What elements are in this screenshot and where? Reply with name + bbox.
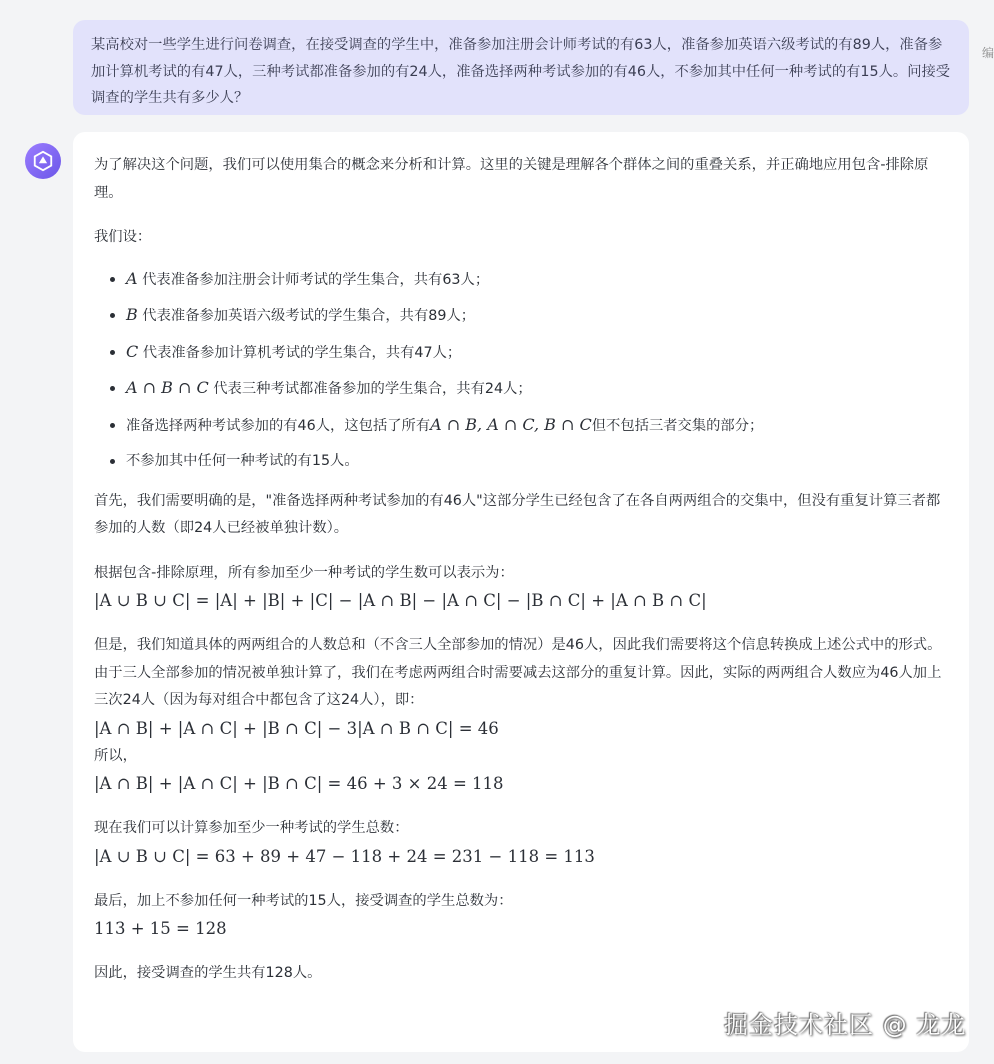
let-paragraph: 我们设： bbox=[94, 229, 152, 245]
intro-paragraph: 为了解决这个问题，我们可以使用集合的概念来分析和计算。这里的关键是理解各个群体之间的重叠关系，并正确地应用包含-排除原理。 bbox=[94, 157, 929, 201]
list-item: 准备选择两种考试参加的有46人，这包括了所有A ∩ B, A ∩ C, B ∩ C但不包括三者交集的部分； bbox=[94, 407, 949, 444]
user-message-text: 某高校对一些学生进行问卷调查，在接受调查的学生中，准备参加注册会计师考试的有63人，准备参加英语六级考试的有89人，准备参加计算机考试的有47人，三种考试都准备参加的有24人，准备选择两种考试参加的有46人，不参加其中任何一种考试的有15人。问接受调查的学生共有多少人？ bbox=[91, 37, 951, 106]
formula-union-total: |A ∪ B ∪ C| = 63 + 89 + 47 − 118 + 24 = 231 − 118 = 113 bbox=[94, 846, 595, 866]
formula-inclusion-exclusion: |A ∪ B ∪ C| = |A| + |B| + |C| − |A ∩ B| − |A ∩ C| − |B ∩ C| + |A ∩ B ∩ C| bbox=[94, 591, 707, 610]
formula-final: 113 + 15 = 128 bbox=[94, 919, 227, 938]
now-paragraph: 现在我们可以计算参加至少一种考试的学生总数： bbox=[94, 820, 409, 836]
edit-icon[interactable]: 编 bbox=[982, 46, 994, 60]
definition-list bbox=[94, 261, 949, 480]
list-item: A ∩ B ∩ C 代表三种考试都准备参加的学生集合，共有24人； bbox=[94, 370, 949, 407]
formula-pairwise-sum: |A ∩ B| + |A ∩ C| + |B ∩ C| = 46 + 3 × 24 = 118 bbox=[94, 774, 504, 793]
finally-paragraph: 最后，加上不参加任何一种考试的15人，接受调查的学生总数为： bbox=[94, 892, 513, 909]
watermark: 掘金技术社区 @ 龙龙 bbox=[724, 1011, 967, 1039]
but-paragraph: 但是，我们知道具体的两两组合的人数总和（不含三人全部参加的情况）是46人，因此我们需要将这个信息转换成上述公式中的形式。由于三人全部参加的情况被单独计算了，我们在考虑两两组合时需要减去这部分的重复计算。因此，实际的两两组合人数应为46人加上三次24人（因为每对组合中都包含了这24人），即： bbox=[94, 637, 942, 708]
formula-pairwise: |A ∩ B| + |A ∩ C| + |B ∩ C| − 3|A ∩ B ∩ C| = 46 bbox=[94, 718, 499, 738]
user-message bbox=[73, 20, 969, 115]
assistant-message bbox=[73, 132, 969, 1052]
conclusion-paragraph: 因此，接受调查的学生共有128人。 bbox=[94, 965, 322, 981]
first-paragraph: 首先，我们需要明确的是，"准备选择两种考试参加的有46人"这部分学生已经包含了在各自两两组合的交集中，但没有重复计算三者都参加的人数（即24人已经被单独计数）。 bbox=[94, 492, 941, 536]
ie-intro-paragraph: 根据包含-排除原理，所有参加至少一种考试的学生数可以表示为： bbox=[94, 564, 514, 581]
assistant-avatar bbox=[25, 143, 61, 179]
list-item: 不参加其中任何一种考试的有15人。 bbox=[94, 443, 949, 480]
list-item: A 代表准备参加注册会计师考试的学生集合，共有63人； bbox=[94, 261, 949, 298]
list-item: C 代表准备参加计算机考试的学生集合，共有47人； bbox=[94, 334, 949, 371]
assistant-logo-icon bbox=[32, 150, 54, 172]
so-text: 所以， bbox=[94, 747, 137, 764]
list-item: B 代表准备参加英语六级考试的学生集合，共有89人； bbox=[94, 297, 949, 334]
